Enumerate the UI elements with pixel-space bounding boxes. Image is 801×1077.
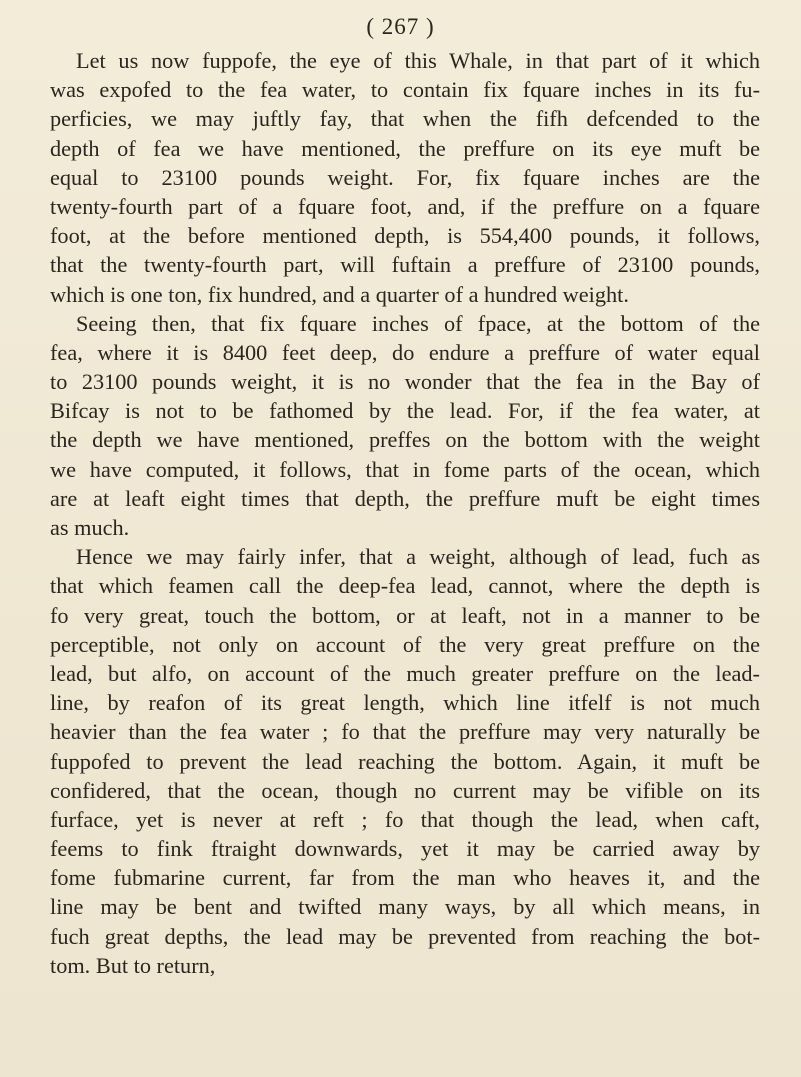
text-line: twenty-fourth part of a fquare foot, and, if the preffure on a fquare: [50, 193, 760, 219]
text-line: Bifcay is not to be fathomed by the lead. For, if the fea water, at: [50, 398, 760, 424]
text-line: Let us now fuppofe, the eye of this Whale, in that part of it which: [76, 48, 760, 73]
text-line: that which feamen call the deep-fea lead, cannot, where the depth is: [50, 573, 760, 599]
text-line: line may be bent and twifted many ways, by all which means, in: [50, 894, 760, 920]
text-line: lead, but alfo, on account of the much greater preffure on the lead-: [50, 660, 760, 686]
page-number: ( 267 ): [366, 14, 435, 39]
text-line: heavier than the fea water ; fo that the preffure may very naturally be: [50, 719, 760, 745]
text-line: line, by reafon of its great length, which line itfelf is not much: [50, 690, 760, 716]
text-line: foot, at the before mentioned depth, is 554,400 pounds, it follows,: [50, 223, 760, 249]
text-line: Seeing then, that fix fquare inches of fpace, at the bottom of the: [76, 310, 760, 336]
body-text: [50, 46, 760, 980]
text-line: are at leaft eight times that depth, the preffure muft be eight times: [50, 485, 760, 511]
text-line: perceptible, not only on account of the very great preffure on the: [50, 631, 760, 657]
text-line: to 23100 pounds weight, it is no wonder that the fea in the Bay of: [50, 369, 760, 395]
text-line: that the twenty-fourth part, will fuftain a preffure of 23100 pounds,: [50, 252, 760, 278]
text-line: equal to 23100 pounds weight. For, fix fquare inches are the: [50, 164, 760, 190]
text-line: as much.: [50, 515, 130, 540]
text-line: we have computed, it follows, that in fome parts of the ocean, which: [50, 456, 760, 482]
text-line: confidered, that the ocean, though no current may be vifible on its: [50, 777, 760, 803]
text-line: fome fubmarine current, far from the man who heaves it, and the: [50, 865, 760, 891]
text-line: fo very great, touch the bottom, or at leaft, not in a manner to be: [50, 602, 760, 628]
text-line: fuppofed to prevent the lead reaching the bottom. Again, it muft be: [50, 748, 760, 774]
text-line: feems to fink ftraight downwards, yet it may be carried away by: [50, 836, 760, 862]
text-line: the depth we have mentioned, preffes on the bottom with the weight: [50, 427, 760, 453]
text-line: which is one ton, fix hundred, and a quarter of a hundred weight.: [50, 281, 629, 307]
text-line: depth of fea we have mentioned, the preffure on its eye muft be: [50, 135, 760, 161]
text-line: perficies, we may juftly fay, that when the fifh defcended to the: [50, 106, 760, 132]
text-line: fuch great depths, the lead may be prevented from reaching the bot-: [50, 923, 760, 949]
text-line: was expofed to the fea water, to contain fix fquare inches in its fu-: [50, 77, 760, 103]
text-line: fea, where it is 8400 feet deep, do endure a preffure of water equal: [50, 339, 760, 365]
text-line: tom. But to return,: [50, 952, 216, 978]
text-line: Hence we may fairly infer, that a weight, although of lead, fuch as: [76, 544, 760, 570]
text-line: furface, yet is never at reft ; fo that though the lead, when caft,: [50, 806, 760, 832]
